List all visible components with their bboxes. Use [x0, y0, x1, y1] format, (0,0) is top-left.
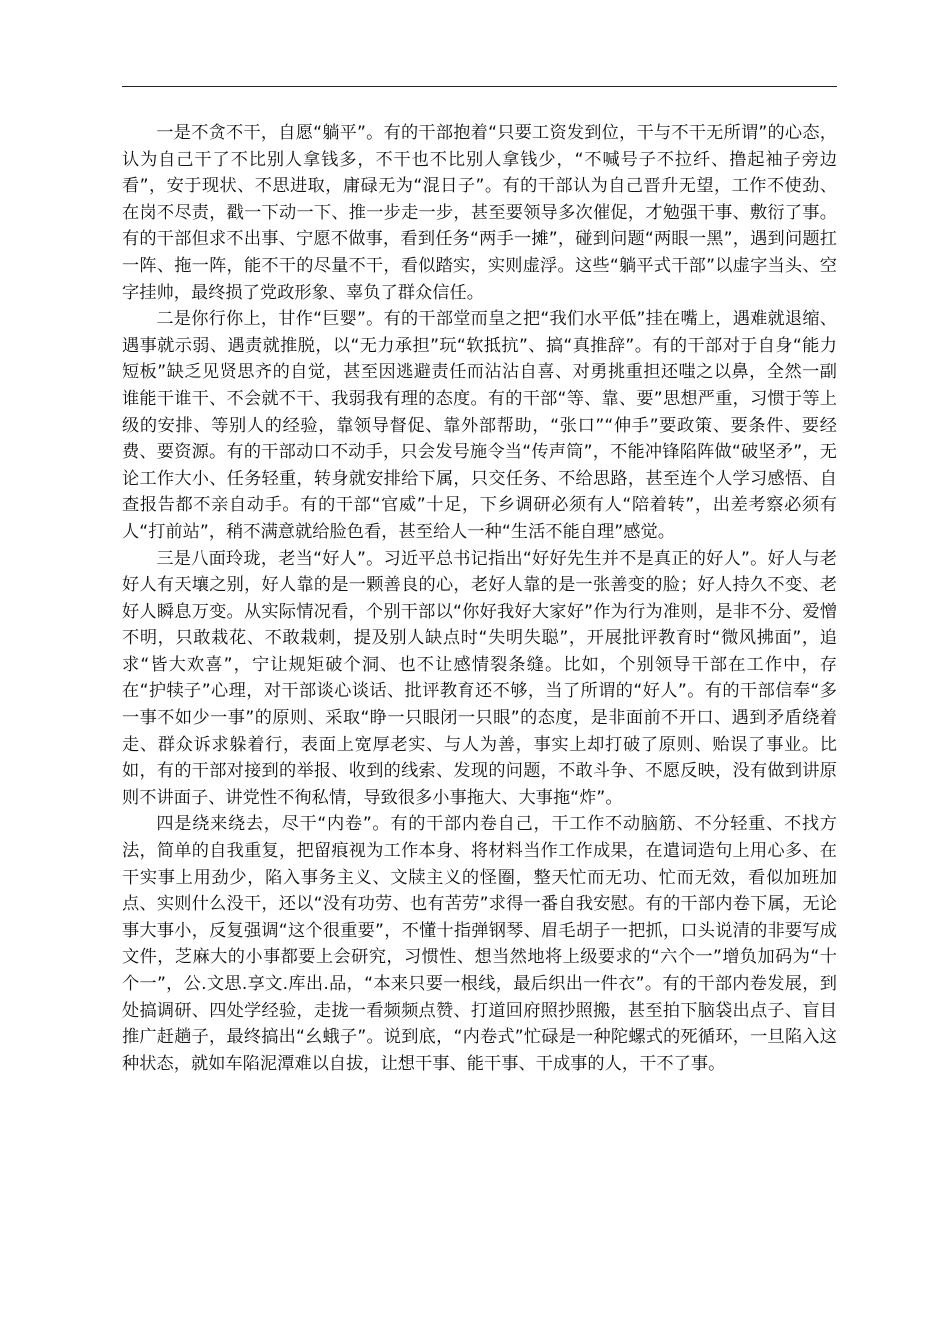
- paragraph-2: 二是你行你上，甘作“巨婴”。有的干部堂而皇之把“我们水平低”挂在嘴上，遇难就退缩、遇事就示弱、遇责就推脱，以“无力承担”玩“软抵抗”、搞“真推辞”。有的干部对于自身“能力短板”缺乏见贤思齐的自觉，甚至因逃避责任而沾沾自喜、对勇挑重担还嗤之以鼻，全然一副谁能干谁干、不会就不干、我弱我有理的态度。有的干部“等、靠、要”思想严重，习惯于等上级的安排、等别人的经验，靠领导督促、靠外部帮助，“张口”“伸手”要政策、要条件、要经费、要资源。有的干部动口不动手，只会发号施令当“传声筒”，不能冲锋陷阵做“破坚矛”，无论工作大小、任务轻重，转身就安排给下属，只交任务、不给思路，甚至连个人学习感悟、自查报告都不亲自动手。有的干部“官威”十足，下乡调研必须有人“陪着转”，出差考察必须有人“打前站”，稍不满意就给脸色看，甚至给人一种“生活不能自理”感觉。: [122, 309, 837, 542]
- paragraph-4: 四是绕来绕去，尽干“内卷”。有的干部内卷自己，干工作不动脑筋、不分轻重、不找方法，简单的自我重复，把留痕视为工作本身、将材料当作工作成果，在遣词造句上用心多、在干实事上用劲少，陷入事务主义、文牍主义的怪圈，整天忙而无功、忙而无效，看似加班加点、实则什么没干，还以“没有功劳、也有苦劳”求得一番自我安慰。有的干部内卷下属，无论事大事小，反复强调“这个很重要”，不懂十指弹钢琴、眉毛胡子一把抓，口头说清的非要写成文件，芝麻大的小事都要上会研究，习惯性、想当然地将上级要求的“六个一”增负加码为“十个一”，公.文思.享文.库出.品，“本来只要一根线，最后织出一件衣”。有的干部内卷发展，到处搞调研、四处学经验，走拢一看频频点赞、打道回府照抄照搬，甚至拍下脑袋出点子、盲目推广赶趟子，最终搞出“幺蛾子”。说到底，“内卷式”忙碌是一种陀螺式的死循环，一旦陷入这种状态，就如车陷泥潭难以自拔，让想干事、能干事、干成事的人，干不了事。: [122, 814, 837, 1074]
- paragraph-1: 一是不贪不干，自愿“躺平”。有的干部抱着“只要工资发到位，干与不干无所谓”的心态，认为自己干了不比别人拿钱多，不干也不比别人拿钱少，“不喊号子不拉纤、撸起袖子旁边看”，安于现状、不思进取，庸碌无为“混日子”。有的干部认为自己晋升无望，工作不使劲、在岗不尽责，戳一下动一下、推一步走一步，甚至要领导多次催促，才勉强干事、敷衍了事。有的干部但求不出事、宁愿不做事，看到任务“两手一摊”，碰到问题“两眼一黑”，遇到问题扛一阵、拖一阵，能不干的尽量不干，看似踏实，实则虚浮。这些“躺平式干部”以虚字当头、空字挂帅，最终损了党政形象、辜负了群众信任。: [122, 123, 837, 303]
- header-rule: [122, 86, 837, 87]
- paragraph-3: 三是八面玲珑，老当“好人”。习近平总书记指出“好好先生并不是真正的好人”。好人与老好人有天壤之别，好人靠的是一颗善良的心，老好人靠的是一张善变的脸；好人持久不变、老好人瞬息万变。从实际情况看，个别干部以“你好我好大家好”作为行为准则，是非不分、爱憎不明，只敢栽花、不敢栽刺，提及别人缺点时“失明失聪”，开展批评教育时“微风拂面”，追求“皆大欢喜”，宁让规矩破个洞、也不让感情裂条缝。比如，个别领导干部在工作中，存在“护犊子”心理，对干部谈心谈话、批评教育还不够，当了所谓的“好人”。有的干部信奉“多一事不如少一事”的原则、采取“睁一只眼闭一只眼”的态度，是非面前不开口、遇到矛盾绕着走、群众诉求躲着行，表面上宽厚老实、与人为善，事实上却打破了原则、贻误了事业。比如，有的干部对接到的举报、收到的线索、发现的问题，不敢斗争、不愿反映，没有做到讲原则不讲面子、讲党性不徇私情，导致很多小事拖大、大事拖“炸”。: [122, 548, 837, 808]
- document-body: [122, 120, 837, 1077]
